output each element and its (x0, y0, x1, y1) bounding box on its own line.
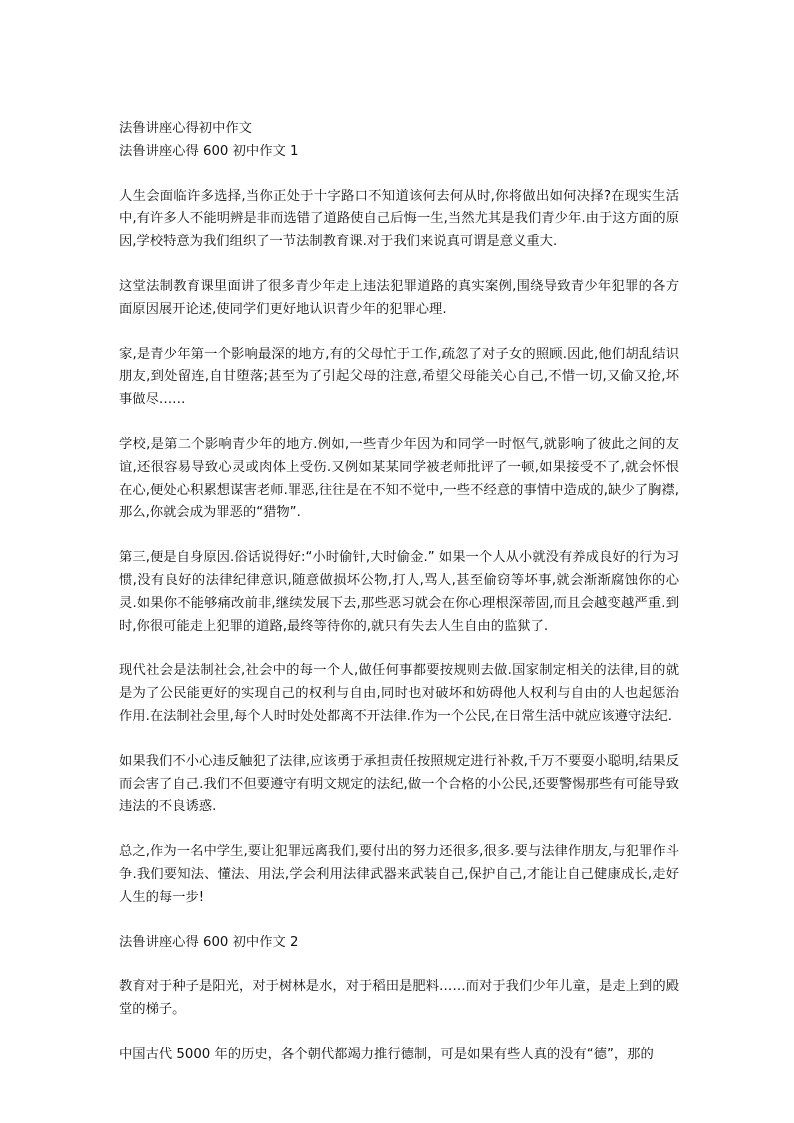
paragraph: 教育对于种子是阳光，对于树林是水，对于稻田是肥料……而对于我们少年儿童，是走上到的殿堂的梯子。 (119, 979, 679, 1018)
paragraph: 第三,便是自身原因.俗话说得好:“小时偷针,大时偷金.” 如果一个人从小就没有养成良好的行为习惯,没有良好的法律纪律意识,随意做损坏公物,打人,骂人,甚至偷窃等坏事,就会渐渐腐蚀你的心灵.如果你不能够痛改前非,继续发展下去,那些恶习就会在你心理根深蒂固,而且会越变越严重.到时,你很可能走上犯罪的道路,最终等待你的,就只有失去人生自由的监狱了. (119, 550, 679, 634)
paragraph: 人生会面临许多选择,当你正处于十字路口不知道该何去何从时,你将做出如何决择?在现实生活中,有许多人不能明辨是非而选错了道路使自己后悔一生,当然尤其是我们青少年.由于这方面的原因,学校特意为我们组织了一节法制教育课.对于我们来说真可谓是意义重大. (119, 188, 679, 250)
paragraph: 如果我们不小心违反触犯了法律,应该勇于承担责任按照规定进行补救,千万不要耍小聪明,结果反而会害了自己.我们不但要遵守有明文规定的法纪,做一个合格的小公民,还要警惕那些有可能导致违法的不良诱惑. (119, 753, 679, 815)
paragraph: 总之,作为一名中学生,要让犯罪远离我们,要付出的努力还很多,很多.要与法律作朋友,与犯罪作斗争.我们要知法、懂法、用法,学会利用法律武器来武装自己,保护自己,才能让自己健康成长,走好人生的每一步! (119, 844, 679, 905)
paragraph: 这堂法制教育课里面讲了很多青少年走上违法犯罪道路的真实案例,围绕导致青少年犯罪的各方面原因展开论述,使同学们更好地认识青少年的犯罪心理. (119, 278, 679, 317)
section-2-heading: 法鲁讲座心得 600 初中作文 2 (119, 934, 299, 950)
section-1-heading: 法鲁讲座心得 600 初中作文 1 (119, 143, 299, 159)
paragraph: 中国古代 5000 年的历史，各个朝代都竭力推行德制，可是如果有些人真的没有“德”，那的 (119, 1046, 654, 1062)
paragraph: 学校,是第二个影响青少年的地方.例如,一些青少年因为和同学一时怄气,就影响了彼此之间的友谊,还很容易导致心灵或肉体上受伤.又例如某某同学被老师批评了一顿,如果接受不了,就会怀恨在心,便处心积累想谋害老师.罪恶,往往是在不知不觉中,一些不经意的事情中造成的,缺少了胸襟,那么,你就会成为罪恶的“猎物”. (119, 436, 679, 521)
paragraph: 现代社会是法制社会,社会中的每一个人,做任何事都要按规则去做.国家制定相关的法律,目的就是为了公民能更好的实现自己的权利与自由,同时也对破坏和妨碍他人权利与自由的人也起惩治作用.在法制社会里,每个人时时处处都离不开法律.作为一个公民,在日常生活中就应该遵守法纪. (119, 663, 679, 724)
paragraph: 家,是青少年第一个影响最深的地方,有的父母忙于工作,疏忽了对子女的照顾.因此,他们胡乱结识朋友,到处留连,自甘堕落;甚至为了引起父母的注意,希望父母能关心自己,不惜一切,又偷又抢,坏事做尽…… (119, 346, 679, 408)
document-body (119, 118, 679, 1089)
document-title: 法鲁讲座心得初中作文 (119, 121, 252, 136)
